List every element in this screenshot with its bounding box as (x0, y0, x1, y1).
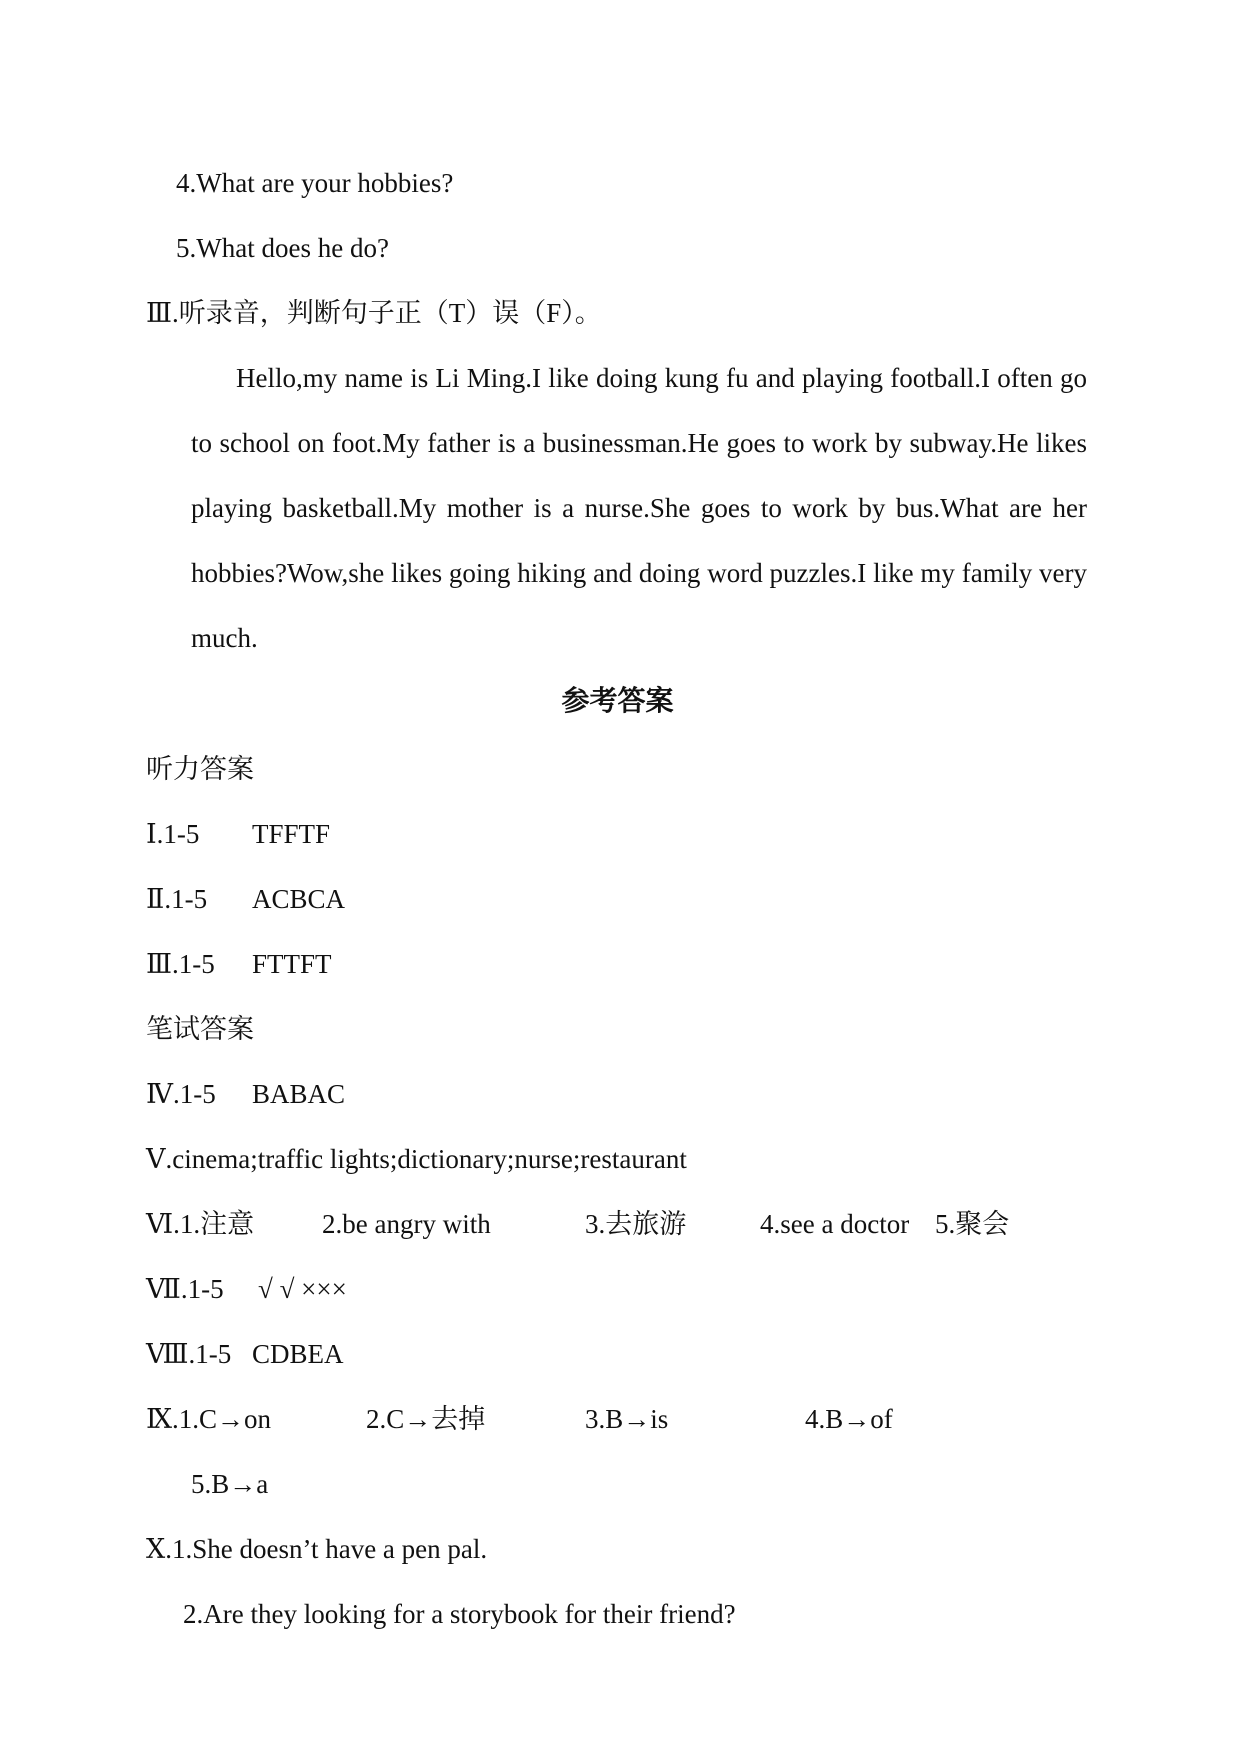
listening-answer-3-label: Ⅲ.1-5 (146, 949, 215, 979)
listening-answers-heading: 听力答案 (146, 754, 254, 784)
written-answer-8-value: CDBEA (252, 1339, 344, 1369)
written-answers-heading: 笔试答案 (146, 1014, 254, 1044)
written-answer-6-item-1: Ⅵ.1.注意 (146, 1209, 255, 1239)
written-answer-7-value: √ √ ××× (258, 1274, 347, 1304)
written-answer-5: Ⅴ.cinema;traffic lights;dictionary;nurse;restaurant (146, 1144, 687, 1174)
written-answer-10-sentence-2: 2.Are they looking for a storybook for their friend? (183, 1599, 736, 1629)
written-answer-4-value: BABAC (252, 1079, 346, 1109)
written-answer-7-label: Ⅶ.1-5 (146, 1274, 224, 1304)
written-answer-9-item-2: 2.C→去掉 (366, 1404, 486, 1434)
section-3-heading: Ⅲ.听录音，判断句子正（T）误（F）。 (146, 298, 602, 328)
listening-answer-1-label: Ⅰ.1-5 (146, 819, 200, 849)
written-answer-4-label: Ⅳ.1-5 (146, 1079, 216, 1109)
written-answer-6-item-4: 4.see a doctor (760, 1209, 910, 1239)
written-answer-6-item-5: 5.聚会 (935, 1209, 1010, 1239)
question-4: 4.What are your hobbies? (176, 168, 454, 198)
written-answer-6-item-2: 2.be angry with (322, 1209, 491, 1239)
answer-key-title: 参考答案 (561, 686, 674, 717)
written-answer-9-item-5: 5.B→a (191, 1469, 269, 1499)
written-answer-9-item-3: 3.B→is (585, 1404, 669, 1434)
written-answer-9-item-1: Ⅸ.1.C→on (146, 1404, 272, 1434)
listening-answer-2-label: Ⅱ.1-5 (146, 884, 208, 914)
written-answer-8-label: Ⅷ.1-5 (146, 1339, 232, 1369)
listening-answer-1-value: TFFTF (252, 819, 331, 849)
written-answer-6-item-3: 3.去旅游 (585, 1209, 687, 1239)
written-answer-9-item-4: 4.B→of (805, 1404, 893, 1434)
written-answer-10-sentence-1: Ⅹ.1.She doesn’t have a pen pal. (146, 1534, 488, 1564)
listening-answer-2-value: ACBCA (252, 884, 346, 914)
question-5: 5.What does he do? (176, 233, 389, 263)
listening-passage: Hello,my name is Li Ming.I like doing kung fu and playing football.I often go to school on foot.My father is a businessman.He goes to work by subway.He likes playing basketball.My mother is a nurse.She goes to work by bus.What are her hobbies?Wow,she likes going hiking and doing word puzzles.I like my family very much. (191, 363, 1087, 653)
listening-answer-3-value: FTTFT (252, 949, 332, 979)
